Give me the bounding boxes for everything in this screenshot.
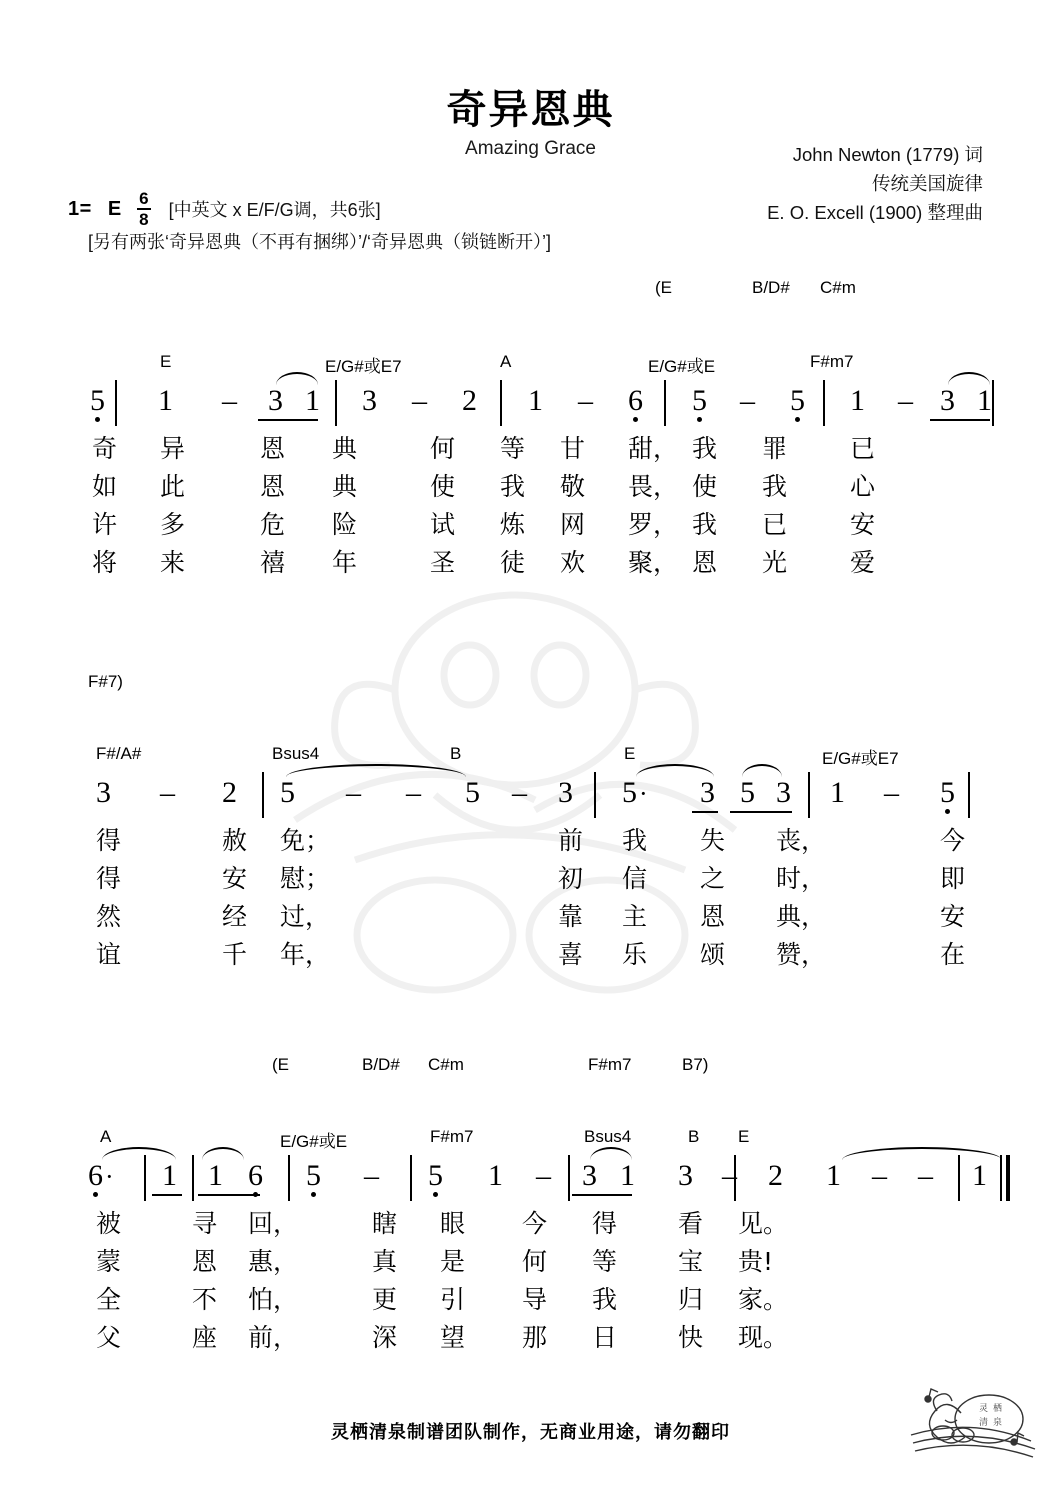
augmentation-dot: · [639, 779, 648, 808]
note-digit: 1 [305, 384, 320, 417]
lyric-line-2 [0, 864, 1061, 902]
note-digit: 1 [977, 384, 992, 417]
chord-symbol: Bsus4 [584, 1127, 632, 1146]
notation-row [0, 378, 1061, 434]
lyric-syllable: 瞎 [372, 1209, 398, 1238]
note-digit: 1 [488, 1159, 503, 1192]
note-digit: 2 [462, 384, 477, 417]
lyric-syllable: 险 [332, 510, 358, 539]
note-number [558, 776, 573, 810]
lyric-line-2 [0, 1247, 1061, 1285]
note-digit: 5 [465, 776, 480, 809]
note-digit: 5 [692, 384, 707, 417]
lyric-syllable: 被 [96, 1209, 122, 1238]
lyric-syllable: 年 [332, 548, 358, 577]
lyric-syllable: 聚， [628, 548, 679, 577]
notation-row [0, 770, 1061, 826]
alternate-versions-note: [另有两张‘奇异恩典（不再有捆绑）’/‘奇异恩典（锁链断开）’] [88, 232, 551, 252]
lyric-syllable: 光 [762, 548, 788, 577]
lyric-syllable: 欢 [560, 548, 586, 577]
lyric-syllable: 之 [700, 864, 726, 893]
note-digit: 1 [830, 776, 845, 809]
lyric-syllable: 危 [260, 510, 286, 539]
lyric-syllable: 父 [96, 1323, 122, 1352]
lyric-syllable: 惠， [248, 1247, 299, 1276]
lyric-line-1 [0, 1209, 1061, 1247]
note-digit: 1 [162, 1159, 177, 1192]
duration-dash: – [740, 384, 755, 417]
note-number [222, 776, 237, 810]
lyric-syllable: 千 [222, 940, 248, 969]
note-number [465, 776, 480, 810]
page-title: 奇异恩典 [446, 88, 615, 132]
note-digit: 3 [582, 1159, 597, 1192]
note-number [305, 384, 320, 418]
note-number [622, 776, 648, 811]
note-digit: 6 [88, 1159, 103, 1192]
duration-dash: – [346, 776, 361, 809]
note-digit: 3 [940, 384, 955, 417]
lyric-syllable: 此 [160, 472, 186, 501]
chord-symbol: F#m7 [810, 352, 854, 371]
do-label: 1= [68, 197, 92, 220]
lyric-syllable: 使 [692, 472, 718, 501]
note-digit: 3 [268, 384, 283, 417]
alt-chord-symbol: (E [655, 278, 672, 297]
lyric-syllable: 使 [430, 472, 456, 501]
key-name: E [107, 197, 122, 220]
lyric-syllable: 得 [592, 1209, 618, 1238]
note-digit: 3 [362, 384, 377, 417]
note-digit: 5 [306, 1159, 321, 1192]
note-number [90, 384, 105, 418]
note-digit: 1 [528, 384, 543, 417]
lyric-syllable: 异 [160, 434, 186, 463]
lyric-syllable: 我 [692, 434, 718, 463]
lyric-syllable: 今 [940, 826, 966, 855]
lyric-syllable: 我 [692, 510, 718, 539]
eighth-beam [572, 1194, 632, 1196]
note-digit: 5 [790, 384, 805, 417]
chord-symbol: E [738, 1127, 750, 1146]
lyric-line-4 [0, 940, 1061, 978]
barline [968, 772, 970, 818]
note-number [158, 384, 173, 418]
lyric-syllable: 那 [522, 1323, 548, 1352]
lyric-line-4 [0, 548, 1061, 586]
eighth-beam [730, 811, 792, 813]
note-digit: 1 [850, 384, 865, 417]
lyric-syllable: 来 [160, 548, 186, 577]
lyric-syllable: 见。 [738, 1209, 789, 1238]
lyric-line-3 [0, 510, 1061, 548]
note-digit: 3 [96, 776, 111, 809]
lyric-syllable: 前 [558, 826, 584, 855]
lyric-syllable: 主 [622, 902, 648, 931]
note-number [768, 1159, 783, 1193]
credits-block [767, 140, 983, 227]
chord-symbol: A [500, 352, 512, 371]
note-number [582, 1159, 597, 1193]
lyric-syllable: 甜， [628, 434, 679, 463]
note-number [977, 384, 992, 418]
note-number [628, 384, 643, 418]
lyric-syllable: 颂 [700, 940, 726, 969]
barline [262, 772, 264, 818]
duration-dash: – [918, 1159, 933, 1192]
credit-melody: 传统美国旋律 [871, 173, 983, 194]
lyric-syllable: 典 [332, 472, 358, 501]
lyric-syllable: 归 [678, 1285, 704, 1314]
lyric-syllable: 今 [522, 1209, 548, 1238]
lyric-syllable: 怕， [248, 1285, 299, 1314]
lyric-syllable: 恩 [192, 1247, 218, 1276]
duration-dash: – [222, 384, 237, 417]
note-number [268, 384, 283, 418]
lyric-syllable: 何 [522, 1247, 548, 1276]
music-system-3 [0, 1055, 1061, 1361]
barline [958, 1155, 960, 1201]
lyric-syllable: 望 [440, 1323, 466, 1352]
lyric-syllable: 恩 [700, 902, 726, 931]
lyric-syllable: 何 [430, 434, 456, 463]
lyric-syllable: 赦 [222, 826, 248, 855]
lyric-syllable: 过， [280, 902, 331, 931]
svg-text:灵: 灵 [979, 1404, 989, 1414]
svg-text:泉: 泉 [993, 1418, 1003, 1428]
alt-chord-row [0, 278, 1061, 308]
lyric-syllable: 失 [700, 826, 726, 855]
note-number [462, 384, 477, 418]
note-number [162, 1159, 177, 1193]
lyric-syllable: 网 [560, 510, 586, 539]
note-number [678, 1159, 693, 1193]
chord-symbol: E [160, 352, 172, 371]
chord-row [0, 352, 1061, 378]
lyric-syllable: 炼 [500, 510, 526, 539]
lyric-syllable: 安 [850, 510, 876, 539]
lyric-syllable: 真 [372, 1247, 398, 1276]
note-number [776, 776, 791, 810]
lyric-syllable: 座 [192, 1323, 218, 1352]
lyric-line-3 [0, 1285, 1061, 1323]
lyric-syllable: 恩 [260, 472, 286, 501]
note-number [972, 1159, 987, 1193]
chord-symbol: F#m7 [430, 1127, 474, 1146]
lyric-syllable: 罪 [762, 434, 788, 463]
note-number [248, 1159, 263, 1193]
lyric-syllable: 心 [850, 472, 876, 501]
note-digit: 3 [776, 776, 791, 809]
note-digit: 6 [248, 1159, 263, 1192]
lyric-syllable: 我 [500, 472, 526, 501]
lyric-syllable: 敬 [560, 472, 586, 501]
note-digit: 6 [628, 384, 643, 417]
note-number [692, 384, 707, 418]
chord-row [0, 744, 1061, 770]
lyric-syllable: 圣 [430, 548, 456, 577]
chord-symbol: A [100, 1127, 112, 1146]
lyric-syllable: 恩 [692, 548, 718, 577]
barline [568, 1155, 570, 1201]
time-signature-denominator: 8 [139, 210, 149, 229]
lyric-syllable: 恩 [260, 434, 286, 463]
note-number [790, 384, 805, 418]
eighth-beam [152, 1194, 182, 1196]
lyric-syllable: 我 [592, 1285, 618, 1314]
alt-chord-symbol: F#7) [88, 672, 123, 691]
edition-note: [中英文 x E/F/G调，共6张] [168, 200, 381, 220]
barline [808, 772, 810, 818]
duration-dash: – [884, 776, 899, 809]
barline [115, 380, 117, 426]
chord-symbol: Bsus4 [272, 744, 320, 763]
lyric-syllable: 等 [592, 1247, 618, 1276]
chord-symbol: F#/A# [96, 744, 142, 763]
lyric-syllable: 得 [96, 864, 122, 893]
note-number [208, 1159, 223, 1193]
note-digit: 5 [940, 776, 955, 809]
lyric-syllable: 寻 [192, 1209, 218, 1238]
lyric-syllable: 将 [92, 548, 118, 577]
note-number [830, 776, 845, 810]
chord-symbol: E/G#或E7 [325, 357, 402, 376]
lyric-syllable: 快 [678, 1323, 704, 1352]
alt-chord-row [0, 672, 1061, 702]
barline [288, 1155, 290, 1201]
key-signature-line [68, 190, 381, 228]
time-signature [137, 190, 150, 228]
duration-dash: – [722, 1159, 737, 1192]
chord-symbol: B [450, 744, 462, 763]
lyric-syllable: 我 [622, 826, 648, 855]
lyric-syllable: 典 [332, 434, 358, 463]
alt-chord-symbol: F#m7 [588, 1055, 632, 1074]
duration-dash: – [406, 776, 421, 809]
note-number [826, 1159, 841, 1193]
barline [500, 380, 502, 426]
lyric-syllable: 免； [280, 826, 331, 855]
lyric-syllable: 已 [850, 434, 876, 463]
lyric-syllable: 即 [940, 864, 966, 893]
lyric-syllable: 丧， [776, 826, 827, 855]
lyric-syllable: 更 [372, 1285, 398, 1314]
lyric-syllable: 全 [96, 1285, 122, 1314]
lyric-syllable: 然 [96, 902, 122, 931]
time-signature-numerator: 6 [139, 189, 149, 208]
note-number [88, 1159, 114, 1194]
chord-symbol: E [624, 744, 636, 763]
alt-chord-symbol: C#m [428, 1055, 464, 1074]
note-number [428, 1159, 443, 1193]
augmentation-dot: · [105, 1162, 114, 1191]
eighth-beam [198, 1194, 260, 1196]
note-digit: 5 [622, 776, 637, 809]
lyric-syllable: 安 [940, 902, 966, 931]
duration-dash: – [512, 776, 527, 809]
chord-symbol: B [688, 1127, 700, 1146]
alt-chord-row [0, 1055, 1061, 1085]
chord-symbol: E/G#或E [648, 357, 716, 376]
lyric-syllable: 得 [96, 826, 122, 855]
eighth-beam [692, 811, 718, 813]
svg-text:清: 清 [979, 1418, 989, 1428]
note-number [940, 776, 955, 810]
lyric-syllable: 典， [776, 902, 827, 931]
lyric-syllable: 靠 [558, 902, 584, 931]
chord-symbol: E/G#或E7 [822, 749, 899, 768]
duration-dash: – [578, 384, 593, 417]
note-number [96, 776, 111, 810]
lyric-syllable: 许 [92, 510, 118, 539]
note-digit: 1 [208, 1159, 223, 1192]
barline [192, 1155, 194, 1201]
note-digit: 2 [222, 776, 237, 809]
lyric-syllable: 看 [678, 1209, 704, 1238]
lyric-syllable: 深 [372, 1323, 398, 1352]
lyric-syllable: 奇 [92, 434, 118, 463]
note-digit: 1 [972, 1159, 987, 1192]
lyric-syllable: 徒 [500, 548, 526, 577]
lyric-syllable: 乐 [622, 940, 648, 969]
lyric-line-1 [0, 434, 1061, 472]
duration-dash: – [898, 384, 913, 417]
lyric-syllable: 家。 [738, 1285, 789, 1314]
duration-dash: – [536, 1159, 551, 1192]
note-digit: 1 [620, 1159, 635, 1192]
lyric-syllable: 经 [222, 902, 248, 931]
page-subtitle: Amazing Grace [465, 138, 596, 159]
eighth-beam [258, 419, 318, 421]
alt-chord-symbol: (E [272, 1055, 289, 1074]
note-digit: 3 [558, 776, 573, 809]
barline [823, 380, 825, 426]
note-number [488, 1159, 503, 1193]
lyric-syllable: 爱 [850, 548, 876, 577]
lyric-syllable: 日 [592, 1323, 618, 1352]
barline [335, 380, 337, 426]
lyric-syllable: 罗， [628, 510, 679, 539]
note-number [528, 384, 543, 418]
barline [410, 1155, 412, 1201]
note-number [940, 384, 955, 418]
lyric-syllable: 喜 [558, 940, 584, 969]
lyric-syllable: 是 [440, 1247, 466, 1276]
lyric-syllable: 不 [192, 1285, 218, 1314]
duration-dash: – [412, 384, 427, 417]
lyric-syllable: 导 [522, 1285, 548, 1314]
lyric-syllable: 宝 [678, 1247, 704, 1276]
lyric-syllable: 回， [248, 1209, 299, 1238]
credit-arranger: E. O. Excell (1900) 整理曲 [767, 202, 983, 223]
lyric-syllable: 试 [430, 510, 456, 539]
alt-chord-symbol: B/D# [362, 1055, 400, 1074]
duration-dash: – [872, 1159, 887, 1192]
lyric-syllable: 现。 [738, 1323, 789, 1352]
note-digit: 2 [768, 1159, 783, 1192]
lyric-syllable: 甘 [560, 434, 586, 463]
note-number [280, 776, 295, 810]
lyric-syllable: 多 [160, 510, 186, 539]
lyric-syllable: 我 [762, 472, 788, 501]
credit-lyricist: John Newton (1779) 词 [792, 144, 983, 165]
barline [594, 772, 596, 818]
barline [992, 380, 994, 426]
alt-chord-symbol: B/D# [752, 278, 790, 297]
note-number [620, 1159, 635, 1193]
lyric-syllable: 贵! [738, 1247, 774, 1276]
lyric-syllable: 时， [776, 864, 827, 893]
note-number [362, 384, 377, 418]
lyric-line-3 [0, 902, 1061, 940]
note-number [740, 776, 755, 810]
lyric-syllable: 眼 [440, 1209, 466, 1238]
svg-text:栖: 栖 [993, 1404, 1003, 1414]
lyric-syllable: 蒙 [96, 1247, 122, 1276]
lyric-syllable: 信 [622, 864, 648, 893]
alt-chord-symbol: B7) [682, 1055, 709, 1074]
footer-copyright: 灵栖清泉制谱团队制作，无商业用途，请勿翻印 [331, 1422, 730, 1443]
note-digit: 5 [740, 776, 755, 809]
lyric-line-4 [0, 1323, 1061, 1361]
lyric-syllable: 等 [500, 434, 526, 463]
note-digit: 5 [90, 384, 105, 417]
lyric-syllable: 已 [762, 510, 788, 539]
lyric-syllable: 赞， [776, 940, 827, 969]
lyric-syllable: 安 [222, 864, 248, 893]
lyric-syllable: 年， [280, 940, 331, 969]
lyric-syllable: 在 [940, 940, 966, 969]
notation-row [0, 1153, 1061, 1209]
note-digit: 1 [158, 384, 173, 417]
lyric-syllable: 引 [440, 1285, 466, 1314]
note-number [850, 384, 865, 418]
barline [664, 380, 666, 426]
lyric-syllable: 谊 [96, 940, 122, 969]
lyric-line-1 [0, 826, 1061, 864]
note-number [306, 1159, 321, 1193]
note-digit: 3 [678, 1159, 693, 1192]
chord-symbol: E/G#或E [280, 1132, 348, 1151]
lyric-syllable: 初 [558, 864, 584, 893]
note-digit: 5 [428, 1159, 443, 1192]
alt-chord-symbol: C#m [820, 278, 856, 297]
music-system-2 [0, 672, 1061, 978]
lyric-syllable: 前， [248, 1323, 299, 1352]
lyric-line-2 [0, 472, 1061, 510]
note-digit: 3 [700, 776, 715, 809]
sleeping-lamb-logo-icon [901, 1385, 1051, 1470]
note-digit: 1 [826, 1159, 841, 1192]
barline [144, 1155, 146, 1201]
eighth-beam [930, 419, 990, 421]
duration-dash: – [364, 1159, 379, 1192]
duration-dash: – [160, 776, 175, 809]
note-number [700, 776, 715, 810]
lyric-syllable: 如 [92, 472, 118, 501]
music-system-1 [0, 278, 1061, 586]
lyric-syllable: 禧 [260, 548, 286, 577]
note-digit: 5 [280, 776, 295, 809]
lyric-syllable: 畏， [628, 472, 679, 501]
lyric-syllable: 慰； [280, 864, 331, 893]
